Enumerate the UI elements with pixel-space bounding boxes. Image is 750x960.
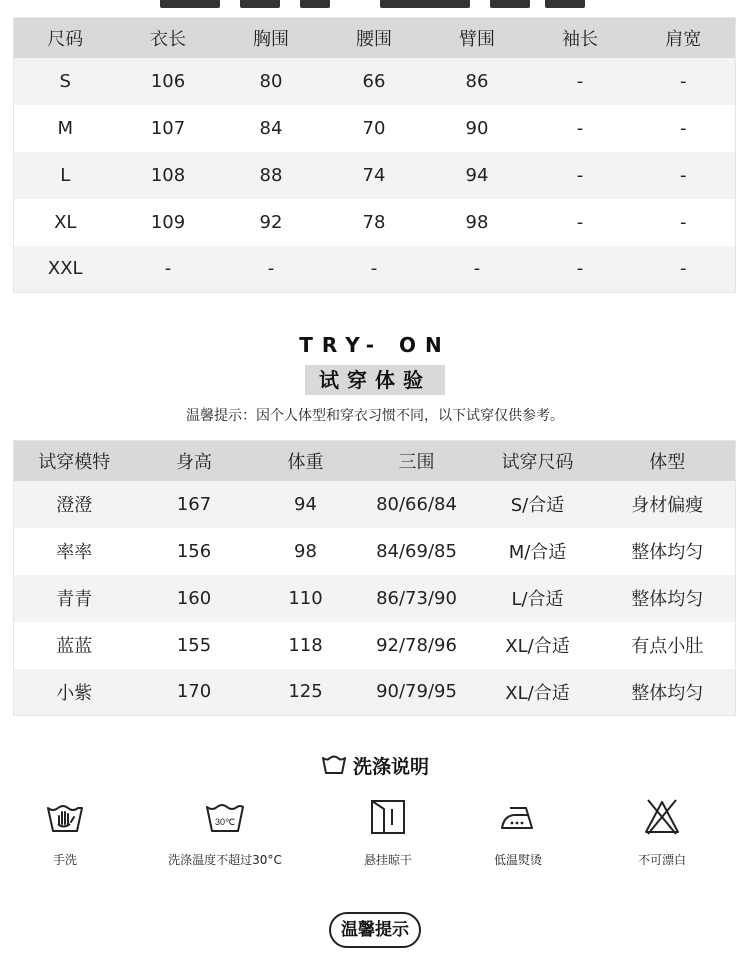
table-row	[14, 152, 736, 199]
table-cell: 110	[288, 587, 323, 609]
wash-item-30c	[155, 793, 295, 868]
table-cell: S/合适	[510, 495, 565, 516]
table-cell: 80	[259, 70, 283, 92]
table-cell: 90/79/95	[376, 681, 457, 703]
wash-item-label: 悬挂晾干	[363, 853, 412, 867]
wash-30c-badge: 30℃	[214, 817, 236, 827]
table-cell: -	[680, 164, 687, 186]
table-row	[14, 199, 736, 246]
table-cell: -	[680, 211, 687, 233]
header-cell: 臂围	[459, 28, 495, 50]
table-cell: 澄澄	[56, 495, 93, 516]
table-cell: XL/合适	[505, 636, 570, 657]
size-table	[13, 17, 736, 293]
wash-item-label: 手洗	[52, 853, 77, 867]
table-cell: 160	[176, 587, 212, 609]
table-cell: 86/73/90	[376, 587, 457, 609]
wash-item-iron	[448, 793, 588, 868]
table-cell: -	[576, 258, 584, 280]
table-cell: 84/69/85	[376, 540, 457, 562]
table-cell: 92/78/96	[376, 634, 457, 656]
wash-item-hand	[0, 793, 135, 868]
table-cell: -	[576, 211, 584, 233]
header-cell: 肩宽	[665, 28, 702, 50]
table-cell: 106	[150, 70, 186, 92]
table-cell: -	[680, 258, 687, 280]
table-cell: 98	[465, 211, 489, 233]
wash-item-label: 洗涤温度不超过30°C	[168, 853, 282, 867]
table-cell: 70	[362, 117, 386, 139]
table-cell: -	[576, 70, 584, 92]
warm-tip-badge: 温馨提示	[329, 912, 421, 948]
table-cell: 155	[176, 634, 212, 656]
table-row	[14, 575, 736, 622]
table-cell: L/合适	[511, 589, 564, 610]
table-cell: 80/66/84	[376, 493, 457, 515]
header-cell: 身高	[176, 451, 212, 473]
wash-30c-icon	[155, 793, 295, 841]
table-cell: S	[59, 70, 71, 92]
header-cell: 衣长	[150, 28, 186, 50]
table-cell: -	[680, 117, 687, 139]
table-cell: 有点小肚	[631, 636, 704, 657]
table-cell: 身材偏瘦	[631, 495, 704, 516]
table-cell: 74	[362, 164, 386, 186]
table-cell: 率率	[56, 542, 93, 563]
table-cell: 118	[288, 634, 323, 656]
wash-item-label: 低温熨烫	[493, 853, 542, 867]
table-cell: 小紫	[56, 682, 93, 704]
header-cell: 体型	[649, 451, 686, 473]
tryon-title-cn: 试穿体验	[305, 365, 445, 395]
table-cell: 88	[259, 164, 283, 186]
tryon-note: 温馨提示：因个人体型和穿衣习惯不同，以下试穿仅供参考。	[186, 408, 564, 424]
header-cell: 尺码	[47, 28, 84, 50]
table-cell: -	[680, 70, 687, 92]
table-cell: 167	[176, 493, 212, 515]
table-cell: -	[473, 258, 481, 280]
tryon-title-en: TRY- ON	[299, 333, 451, 357]
table-cell: 整体均匀	[631, 589, 704, 610]
table-cell: 整体均匀	[631, 542, 704, 563]
wash-title	[0, 752, 750, 781]
wash-item-label: 不可漂白	[637, 853, 686, 867]
tryon-table-header	[14, 441, 736, 481]
table-cell: -	[164, 258, 172, 280]
header-cell: 腰围	[356, 28, 392, 50]
low-iron-icon	[448, 793, 588, 841]
table-cell: M/合适	[508, 542, 567, 563]
table-cell: -	[370, 258, 378, 280]
table-row	[14, 528, 736, 575]
table-cell: 90	[465, 117, 489, 139]
table-cell: L	[60, 164, 71, 186]
table-cell: XL/合适	[505, 682, 570, 704]
clipped-heading	[0, 0, 750, 12]
wash-item-hang	[318, 793, 458, 868]
table-cell: 青青	[56, 589, 93, 610]
table-cell: 107	[150, 117, 186, 139]
header-cell: 体重	[287, 451, 324, 473]
header-cell: 胸围	[253, 28, 289, 50]
table-cell: 整体均匀	[631, 682, 704, 704]
table-cell: 94	[465, 164, 489, 186]
hand-wash-icon	[0, 793, 135, 841]
table-cell: 84	[259, 117, 283, 139]
table-cell: 109	[150, 211, 186, 233]
table-row	[14, 105, 736, 152]
table-cell: 94	[294, 493, 317, 515]
table-cell: 125	[288, 681, 323, 703]
table-cell: 78	[362, 211, 386, 233]
wash-tub-icon	[321, 754, 347, 781]
table-cell: XXL	[47, 258, 83, 280]
table-cell: 蓝蓝	[56, 636, 93, 657]
header-cell: 试穿尺码	[501, 451, 574, 473]
table-cell: 170	[176, 681, 212, 703]
table-cell: 86	[465, 70, 489, 92]
header-cell: 袖长	[562, 28, 598, 50]
table-cell: M	[57, 117, 74, 139]
table-cell: -	[267, 258, 275, 280]
table-cell: 98	[294, 540, 317, 562]
table-row	[14, 481, 736, 528]
table-cell: -	[576, 164, 584, 186]
table-row	[14, 669, 736, 716]
wash-item-bleach	[592, 793, 732, 868]
table-cell: 92	[259, 211, 283, 233]
header-cell: 试穿模特	[38, 451, 111, 473]
table-cell: 156	[176, 540, 212, 562]
table-cell: -	[576, 117, 584, 139]
header-cell: 三围	[398, 451, 435, 473]
table-row	[14, 622, 736, 669]
size-table-header	[14, 18, 736, 58]
table-cell: XL	[54, 211, 77, 233]
wash-title-text: 洗涤说明	[352, 756, 429, 778]
no-bleach-icon	[592, 793, 732, 841]
table-cell: 108	[150, 164, 186, 186]
table-row	[14, 58, 736, 105]
table-cell: 66	[362, 70, 386, 92]
hang-dry-icon	[318, 793, 458, 841]
table-row	[14, 246, 736, 293]
tryon-table	[13, 440, 736, 716]
